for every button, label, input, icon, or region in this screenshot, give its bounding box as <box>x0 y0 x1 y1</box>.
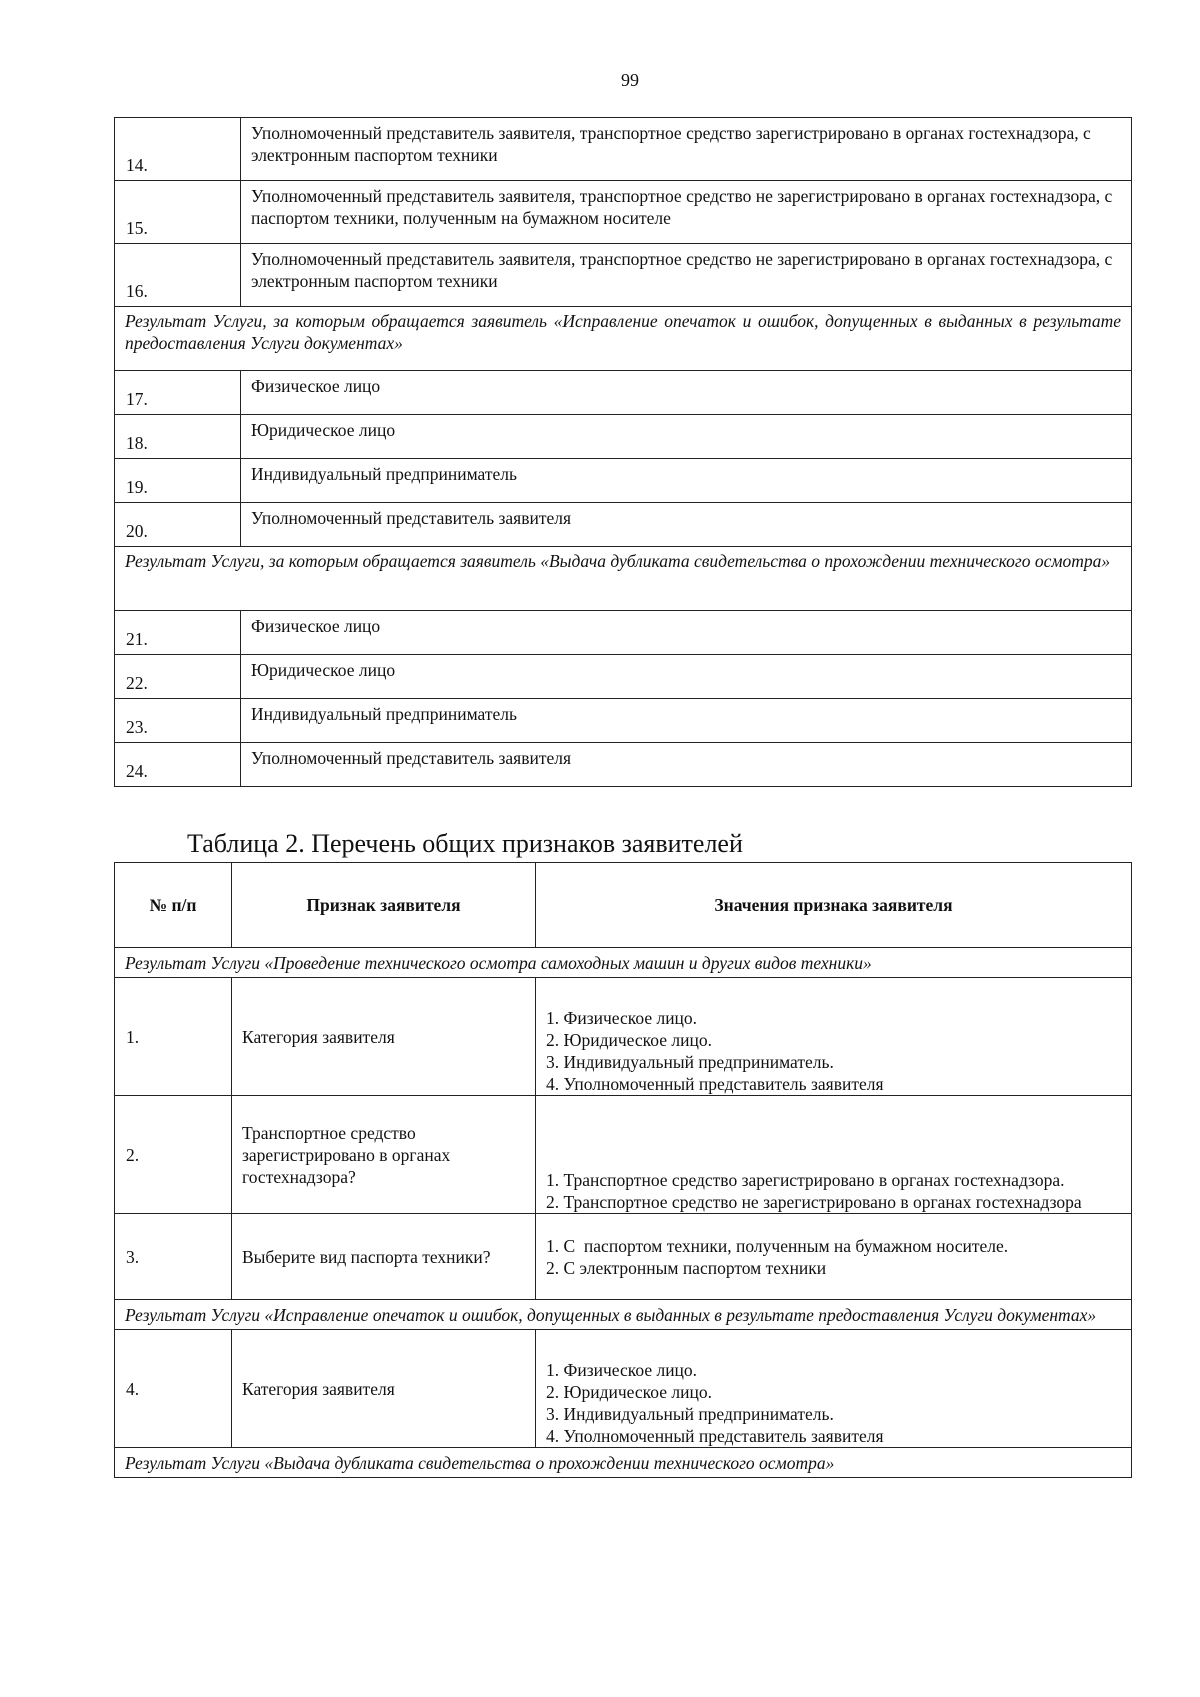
table-row <box>115 118 1132 181</box>
header-row <box>115 863 1132 948</box>
table-row <box>115 459 1132 503</box>
row-number: 24. <box>115 743 241 787</box>
attribute-values <box>536 978 1132 1096</box>
section-heading: Результат Услуги, за которым обращается заявитель «Выдача дубликата свидетельства о прохождении технического осмотра» <box>115 547 1132 611</box>
row-number: 14. <box>115 118 241 181</box>
applicant-variants-table <box>114 117 1132 787</box>
row-text: Уполномоченный представитель заявителя, транспортное средство не зарегистрировано в органах гостехнадзора, с электронным паспортом техники <box>241 244 1132 307</box>
table-row <box>115 181 1132 244</box>
value-item: 2. С электронным паспортом техники <box>546 1257 827 1278</box>
row-text: Индивидуальный предприниматель <box>241 459 1132 503</box>
table-row <box>115 743 1132 787</box>
table-row <box>115 244 1132 307</box>
row-number: 16. <box>115 244 241 307</box>
table-caption: Таблица 2. Перечень общих признаков заявителей <box>187 829 743 858</box>
row-number: 3. <box>115 1214 232 1300</box>
value-item: 4. Уполномоченный представитель заявителя <box>546 1426 884 1446</box>
row-text: Юридическое лицо <box>241 655 1132 699</box>
row-text: Физическое лицо <box>241 611 1132 655</box>
table-row <box>115 371 1132 415</box>
attribute-label: Транспортное средство зарегистрировано в органах гостехнадзора? <box>232 1096 536 1214</box>
row-number: 23. <box>115 699 241 743</box>
section-row <box>115 1448 1132 1478</box>
value-item: 4. Уполномоченный представитель заявителя <box>546 1074 884 1094</box>
header-number: № п/п <box>115 863 232 948</box>
value-item: 1. Физическое лицо. <box>546 1008 698 1028</box>
row-number: 1. <box>115 978 232 1096</box>
value-item: 1. Физическое лицо. <box>546 1360 698 1380</box>
page-number: 99 <box>621 70 639 90</box>
row-text: Уполномоченный представитель заявителя, транспортное средство не зарегистрировано в органах гостехнадзора, с паспортом техники, полученным на бумажном носителе <box>241 181 1132 244</box>
value-item: 2. Юридическое лицо. <box>546 1382 712 1402</box>
row-number: 21. <box>115 611 241 655</box>
table-row <box>115 699 1132 743</box>
value-item: 3. Индивидуальный предприниматель. <box>546 1052 834 1072</box>
table-row <box>115 611 1132 655</box>
table-row <box>115 1214 1132 1300</box>
row-text: Уполномоченный представитель заявителя <box>241 503 1132 547</box>
row-number: 20. <box>115 503 241 547</box>
row-number: 4. <box>115 1330 232 1448</box>
value-item: 3. Индивидуальный предприниматель. <box>546 1404 834 1424</box>
table-row <box>115 1096 1132 1214</box>
section-heading: Результат Услуги «Выдача дубликата свидетельства о прохождении технического осмотра» <box>115 1448 1132 1478</box>
row-number: 22. <box>115 655 241 699</box>
section-row <box>115 547 1132 611</box>
value-item: 2. Юридическое лицо. <box>546 1030 712 1050</box>
row-text: Уполномоченный представитель заявителя <box>241 743 1132 787</box>
section-heading: Результат Услуги «Исправление опечаток и ошибок, допущенных в выданных в результате предоставления Услуги документах» <box>115 1300 1132 1330</box>
row-number: 2. <box>115 1096 232 1214</box>
value-item: 2. Транспортное средство не зарегистрировано в органах гостехнадзора <box>546 1192 1082 1212</box>
table-row <box>115 415 1132 459</box>
row-number: 15. <box>115 181 241 244</box>
table-row <box>115 1330 1132 1448</box>
applicant-attributes-table <box>114 862 1132 1478</box>
row-number: 19. <box>115 459 241 503</box>
attribute-values <box>536 1096 1132 1214</box>
section-heading: Результат Услуги, за которым обращается заявитель «Исправление опечаток и ошибок, допущенных в выданных в результате предоставления Услуги документах» <box>115 307 1132 371</box>
row-number: 18. <box>115 415 241 459</box>
row-text: Юридическое лицо <box>241 415 1132 459</box>
row-text: Уполномоченный представитель заявителя, транспортное средство зарегистрировано в органах гостехнадзора, с электронным паспортом техники <box>241 118 1132 181</box>
section-heading: Результат Услуги «Проведение технического осмотра самоходных машин и других видов техники» <box>115 948 1132 978</box>
row-text: Физическое лицо <box>241 371 1132 415</box>
row-number: 17. <box>115 371 241 415</box>
section-row <box>115 948 1132 978</box>
value-item: 1. С паспортом техники, полученным на бумажном носителе. <box>546 1235 1009 1256</box>
header-values: Значения признака заявителя <box>536 863 1132 948</box>
header-attribute: Признак заявителя <box>232 863 536 948</box>
section-row <box>115 307 1132 371</box>
attribute-values <box>536 1330 1132 1448</box>
table-row <box>115 655 1132 699</box>
table-row <box>115 503 1132 547</box>
attribute-values <box>536 1214 1132 1300</box>
row-text: Индивидуальный предприниматель <box>241 699 1132 743</box>
value-item: 1. Транспортное средство зарегистрировано в органах гостехнадзора. <box>546 1170 1065 1190</box>
attribute-label: Категория заявителя <box>232 1330 536 1448</box>
table-row <box>115 978 1132 1096</box>
attribute-label: Категория заявителя <box>232 978 536 1096</box>
attribute-label: Выберите вид паспорта техники? <box>232 1214 536 1300</box>
section-row <box>115 1300 1132 1330</box>
